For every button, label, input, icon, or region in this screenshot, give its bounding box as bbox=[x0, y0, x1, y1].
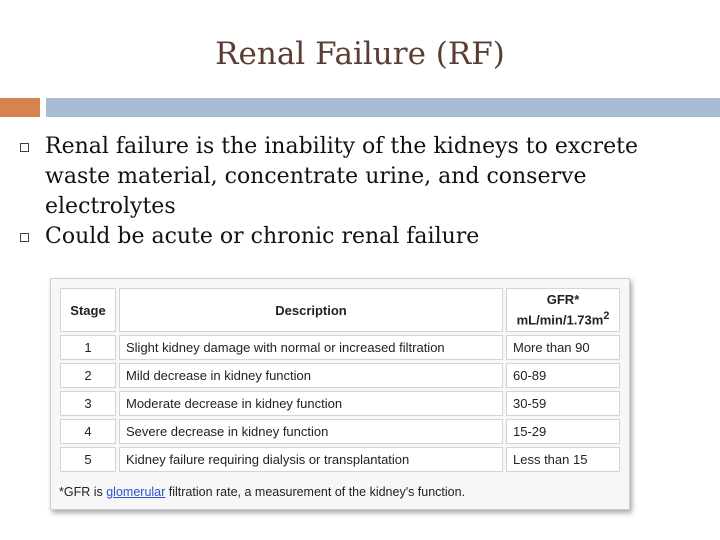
bullet-item bbox=[20, 222, 700, 252]
table-footnote bbox=[59, 485, 465, 499]
column-header-gfr bbox=[506, 288, 620, 332]
cell-stage: 3 bbox=[60, 391, 116, 416]
cell-stage: 1 bbox=[60, 335, 116, 360]
bullet-list bbox=[20, 132, 700, 252]
square-bullet-icon bbox=[20, 233, 29, 242]
square-bullet-icon bbox=[20, 143, 29, 152]
glomerular-link[interactable]: glomerular bbox=[106, 485, 166, 499]
cell-stage: 2 bbox=[60, 363, 116, 388]
table-row bbox=[60, 447, 620, 472]
gfr-header-line1: GFR* bbox=[546, 291, 580, 307]
table-row bbox=[60, 391, 620, 416]
cell-description: Severe decrease in kidney function bbox=[119, 419, 503, 444]
cell-description: Slight kidney damage with normal or increased filtration bbox=[119, 335, 503, 360]
cell-gfr: 60-89 bbox=[506, 363, 620, 388]
gfr-stage-table bbox=[57, 285, 623, 475]
cell-stage: 5 bbox=[60, 447, 116, 472]
gfr-header-exponent: 2 bbox=[603, 309, 610, 322]
cell-gfr: More than 90 bbox=[506, 335, 620, 360]
footnote-suffix: filtration rate, a measurement of the kidney's function. bbox=[165, 485, 466, 499]
accent-bar-blue bbox=[46, 98, 720, 117]
cell-gfr: 30-59 bbox=[506, 391, 620, 416]
accent-bar-orange bbox=[0, 98, 40, 117]
cell-description: Mild decrease in kidney function bbox=[119, 363, 503, 388]
gfr-header-unit: mL/min/1.73m bbox=[516, 312, 604, 328]
cell-gfr: Less than 15 bbox=[506, 447, 620, 472]
table-row bbox=[60, 419, 620, 444]
bullet-text: Renal failure is the inability of the kidneys to excrete waste material, concentrate urine, and conserve electrolytes bbox=[45, 134, 639, 219]
bullet-text: Could be acute or chronic renal failure bbox=[45, 224, 480, 249]
slide-title: Renal Failure (RF) bbox=[215, 36, 505, 72]
cell-stage: 4 bbox=[60, 419, 116, 444]
table-header-row bbox=[60, 288, 620, 332]
gfr-stage-table-figure bbox=[50, 278, 630, 510]
table-row bbox=[60, 335, 620, 360]
table-row bbox=[60, 363, 620, 388]
column-header-description: Description bbox=[119, 288, 503, 332]
footnote-prefix: *GFR is bbox=[59, 485, 107, 499]
column-header-stage: Stage bbox=[60, 288, 116, 332]
cell-description: Moderate decrease in kidney function bbox=[119, 391, 503, 416]
bullet-item bbox=[20, 132, 700, 222]
cell-gfr: 15-29 bbox=[506, 419, 620, 444]
cell-description: Kidney failure requiring dialysis or transplantation bbox=[119, 447, 503, 472]
